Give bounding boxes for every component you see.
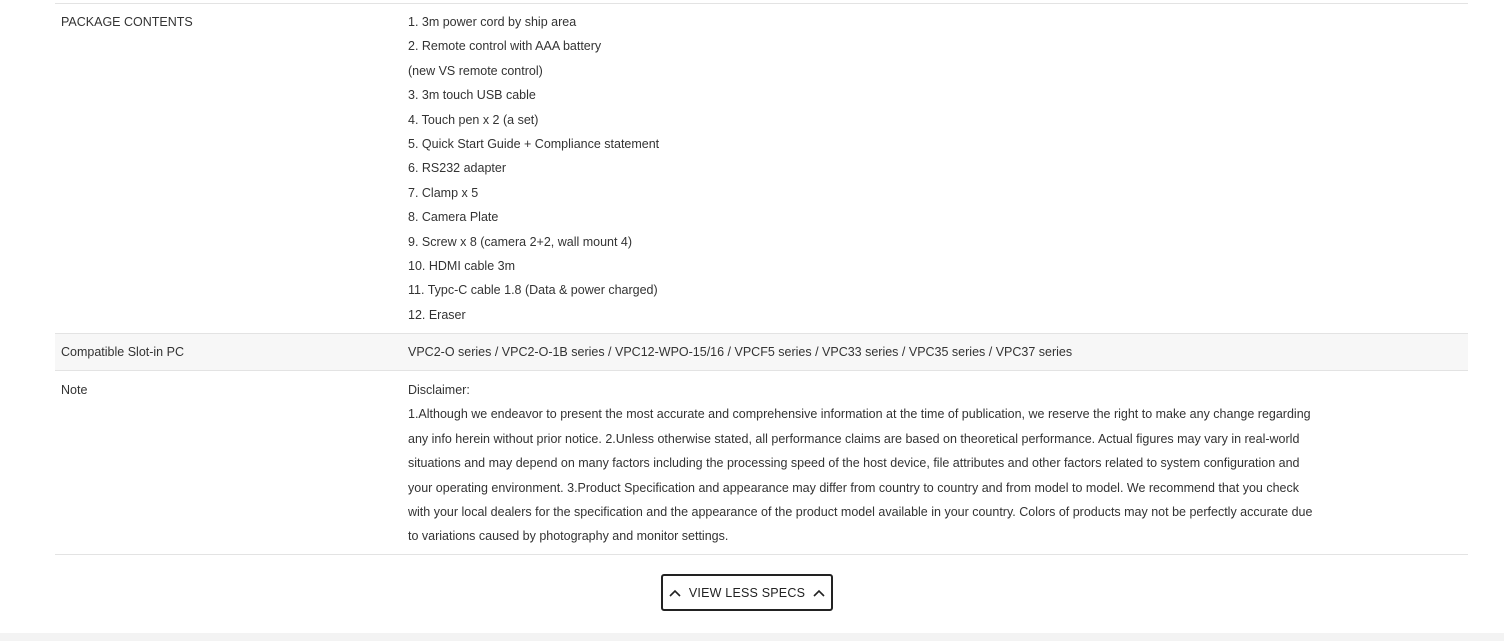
spec-label: PACKAGE CONTENTS [61,15,193,29]
spec-label: Note [61,383,88,397]
package-item: 6. RS232 adapter [408,161,506,176]
spec-value [408,10,1468,326]
package-item: 7. Clamp x 5 [408,185,479,200]
package-item: 11. Typc-C cable 1.8 (Data & power charged) [408,283,658,298]
package-item: 12. Eraser [408,307,466,322]
spec-value: VPC2-O series / VPC2-O-1B series / VPC12-WPO-15/16 / VPCF5 series / VPC33 series / VPC35 series / VPC37 series [408,345,1073,359]
package-item: (new VS remote control) [408,63,543,78]
footer-divider-strip [0,633,1504,641]
view-less-specs-button[interactable] [661,574,833,611]
package-item: 9. Screw x 8 (camera 2+2, wall mount 4) [408,234,633,249]
package-item: 3. 3m touch USB cable [408,88,536,103]
spec-row-compatible-pc [55,334,1468,371]
spec-value [408,378,1468,549]
package-item: 1. 3m power cord by ship area [408,15,577,29]
package-item: 4. Touch pen x 2 (a set) [408,112,539,127]
package-item: 5. Quick Start Guide + Compliance statement [408,137,660,152]
disclaimer-heading: Disclaimer: [408,383,470,397]
package-item: 2. Remote control with AAA battery [408,39,602,54]
view-less-specs-label: VIEW LESS SPECS [688,585,806,600]
chevron-up-icon [813,589,825,597]
spec-row-package-contents [55,4,1468,334]
spec-row-note [55,371,1468,555]
spec-label: Compatible Slot-in PC [61,345,184,359]
package-item: 10. HDMI cable 3m [408,259,515,274]
spec-table [55,3,1468,555]
package-item: 8. Camera Plate [408,210,499,225]
chevron-up-icon [669,589,681,597]
disclaimer-text: 1.Although we endeavor to present the most accurate and comprehensive information at the time of publication, we reserve the right to make any change regarding any info herein without prior notice. 2.Unless otherwise stated, all performance claims are based on theoretical performance. Actual figures may vary in real-world situations and may depend on many factors including the processing speed of the host device, file attributes and other factors related to system configuration and your operating environment. 3.Product Specification and appearance may differ from country to country and from model to model. We recommend that you check with your local dealers for the specification and the appearance of the product model available in your country. Colors of products may not be perfectly accurate due to variations caused by photography and monitor settings. [408,407,1313,544]
